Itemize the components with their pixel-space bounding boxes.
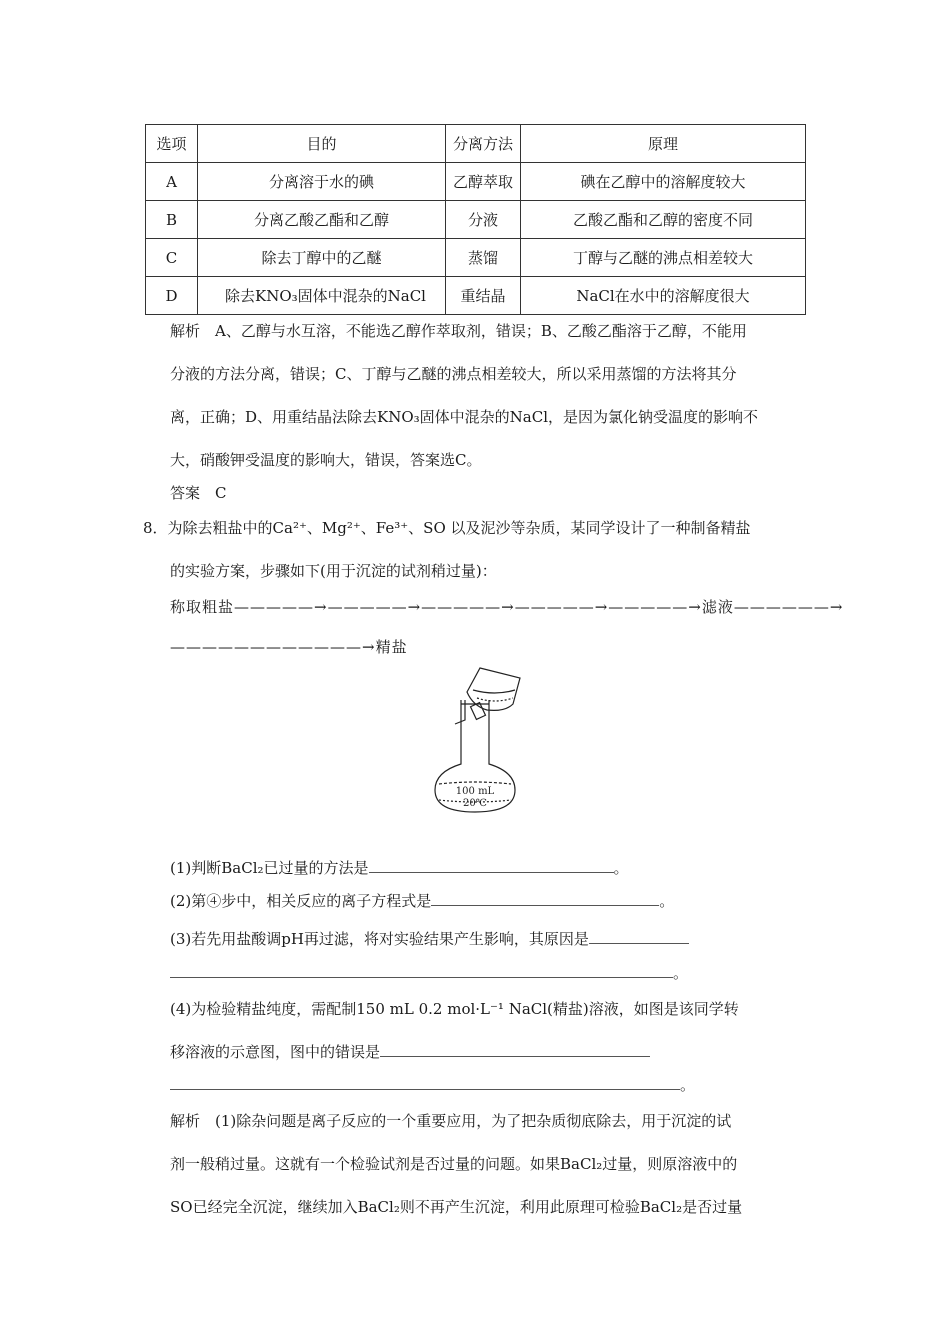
subquestion-4: (4)为检验精盐纯度，需配制150 mL 0.2 mol·L⁻¹ NaCl(精盐)溶液，如图是该同学转 [170, 1000, 739, 1018]
table-cell: 分液 [446, 201, 521, 239]
answer-line: 答案 C [170, 484, 227, 502]
header-cell: 选项 [146, 125, 198, 163]
period: 。 [659, 892, 675, 910]
analysis-line: SO已经完全沉淀，继续加入BaCl₂则不再产生沉淀，利用此原理可检验BaCl₂是否过量 [170, 1198, 743, 1216]
table-cell: 蒸馏 [446, 239, 521, 277]
period: 。 [680, 1076, 696, 1094]
flask-temperature-label: 20℃ [463, 798, 487, 809]
answer-blank[interactable] [369, 858, 614, 873]
answer-blank[interactable] [170, 963, 673, 978]
analysis-line: 离，正确；D、用重结晶法除去KNO₃固体中混杂的NaCl，是因为氯化钠受温度的影响不 [170, 408, 759, 426]
answer-blank[interactable] [380, 1042, 650, 1057]
header-cell: 目的 [198, 125, 446, 163]
table-cell: 除去KNO₃固体中混杂的NaCl [198, 277, 446, 315]
table-cell: 碘在乙醇中的溶解度较大 [521, 163, 806, 201]
flow-diagram-line: 称取粗盐—————→—————→—————→—————→—————→滤液——————→ [170, 598, 844, 616]
table-cell: 丁醇与乙醚的沸点相差较大 [521, 239, 806, 277]
table-row [146, 163, 806, 201]
subquestion-1 [170, 857, 629, 878]
analysis-line: 剂一般稍过量。这就有一个检验试剂是否过量的问题。如果BaCl₂过量，则原溶液中的 [170, 1155, 738, 1173]
table-cell: 除去丁醇中的乙醚 [198, 239, 446, 277]
answer-blank[interactable] [170, 1075, 680, 1090]
subquestion-text: 移溶液的示意图，图中的错误是 [170, 1043, 381, 1061]
question-stem: 的实验方案，步骤如下(用于沉淀的试剂稍过量)： [170, 562, 497, 580]
table-cell: B [146, 201, 198, 239]
period: 。 [673, 964, 689, 982]
table-cell: 重结晶 [446, 277, 521, 315]
table-cell: 分离溶于水的碘 [198, 163, 446, 201]
period: 。 [613, 859, 629, 877]
table-cell: 乙醇萃取 [446, 163, 521, 201]
table-cell: A [146, 163, 198, 201]
header-cell: 原理 [521, 125, 806, 163]
answer-blank[interactable] [589, 929, 689, 944]
options-table [145, 124, 806, 315]
table-header-row [146, 125, 806, 163]
subquestion-4-blank-line [170, 1074, 695, 1095]
question-stem: 8．为除去粗盐中的Ca²⁺、Mg²⁺、Fe³⁺、SO 以及泥沙等杂质，某同学设计了一种制备精盐 [143, 519, 751, 537]
flask-volume-label: 100 mL [455, 786, 495, 797]
table-cell: NaCl在水中的溶解度很大 [521, 277, 806, 315]
table-cell: D [146, 277, 198, 315]
subquestion-text: (1)判断BaCl₂已过量的方法是 [170, 859, 369, 877]
table-row [146, 239, 806, 277]
table-cell: C [146, 239, 198, 277]
subquestion-text: (2)第④步中，相关反应的离子方程式是 [170, 892, 432, 910]
header-cell: 分离方法 [446, 125, 521, 163]
subquestion-3-continued [170, 962, 688, 983]
table-row [146, 201, 806, 239]
subquestion-2 [170, 890, 674, 911]
analysis-line: 解析 A、乙醇与水互溶，不能选乙醇作萃取剂，错误；B、乙酸乙酯溶于乙醇，不能用 [170, 322, 747, 340]
analysis-line: 解析 (1)除杂问题是离子反应的一个重要应用，为了把杂质彻底除去，用于沉淀的试 [170, 1112, 732, 1130]
volumetric-flask-figure [425, 660, 545, 820]
analysis-line: 大，硝酸钾受温度的影响大，错误，答案选C。 [170, 451, 482, 469]
answer-blank[interactable] [431, 891, 659, 906]
table-cell: 乙酸乙酯和乙醇的密度不同 [521, 201, 806, 239]
table-row [146, 277, 806, 315]
flow-diagram-line: ————————————→精盐 [170, 638, 408, 656]
subquestion-4-continued [170, 1041, 650, 1062]
table-cell: 分离乙酸乙酯和乙醇 [198, 201, 446, 239]
subquestion-3 [170, 928, 689, 949]
subquestion-text: (3)若先用盐酸调pH再过滤，将对实验结果产生影响，其原因是 [170, 930, 589, 948]
analysis-line: 分液的方法分离，错误；C、丁醇与乙醚的沸点相差较大，所以采用蒸馏的方法将其分 [170, 365, 737, 383]
